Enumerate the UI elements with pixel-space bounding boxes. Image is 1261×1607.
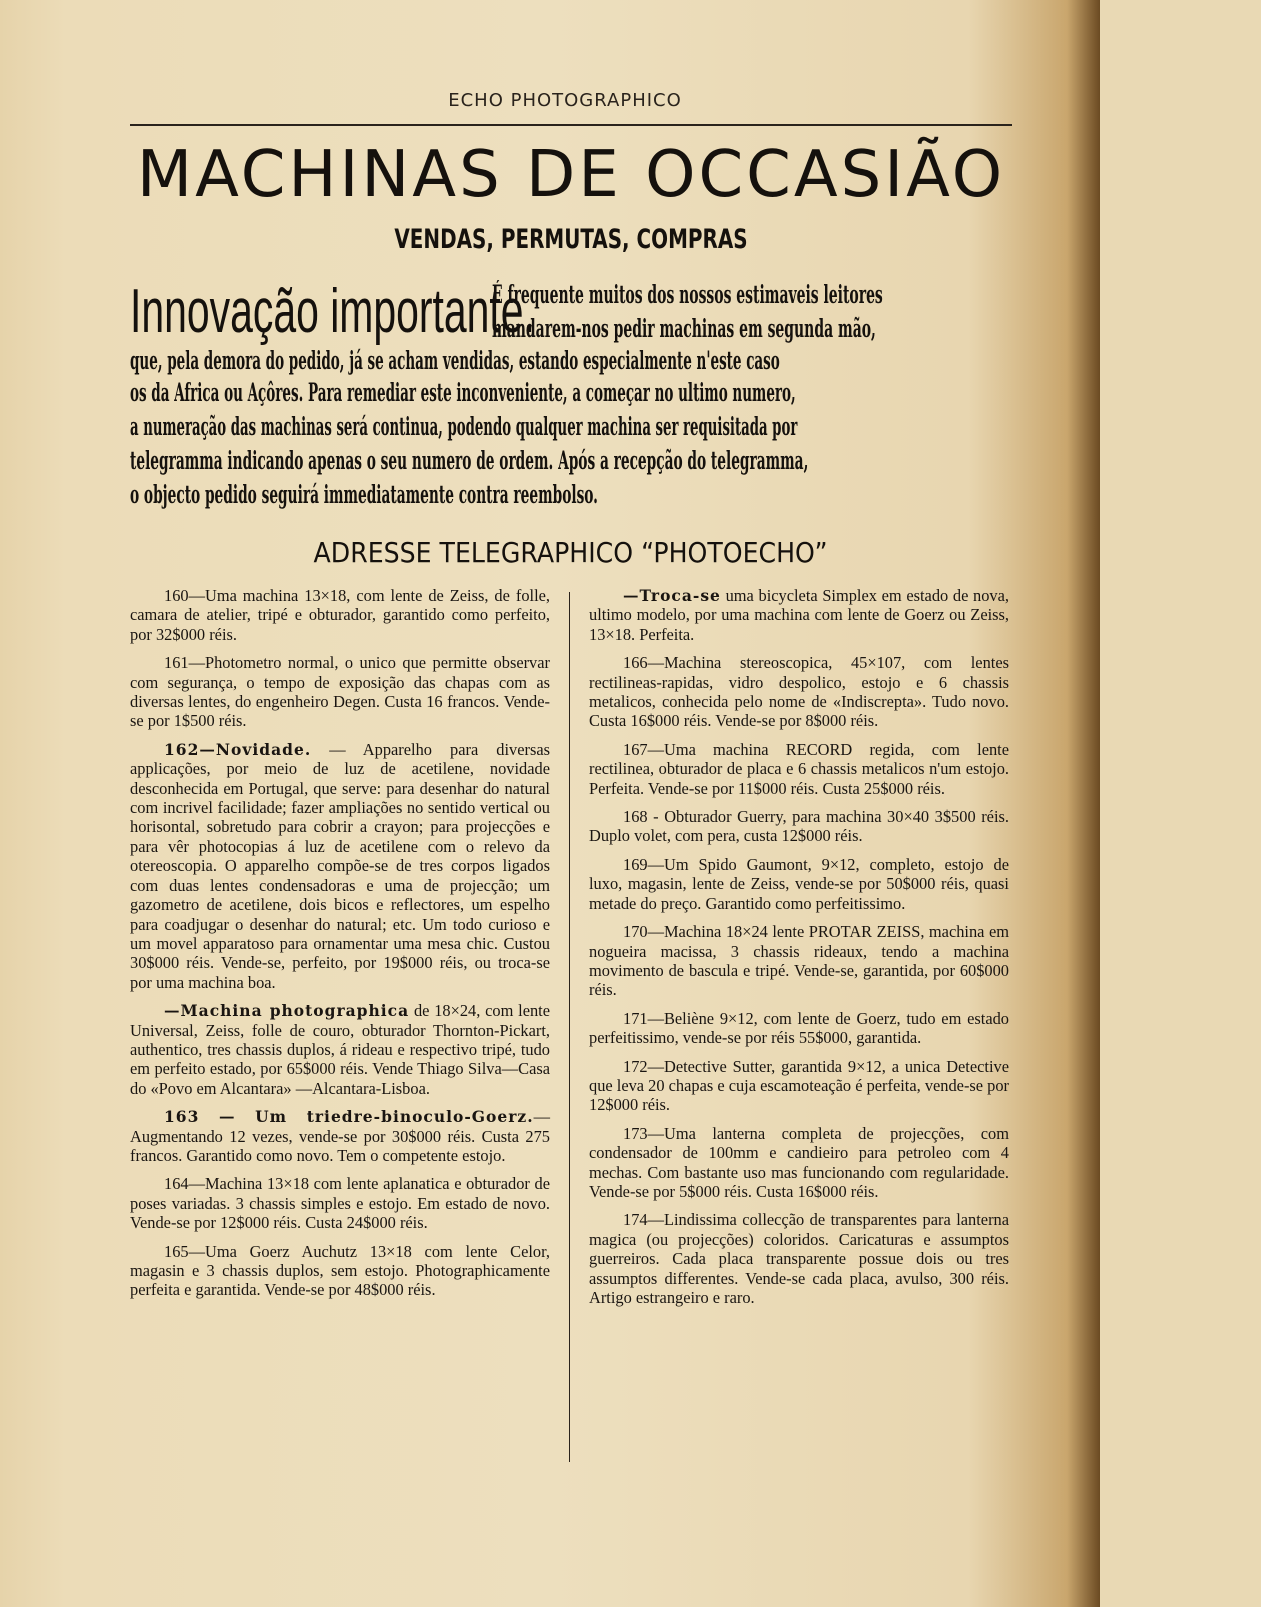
listing-item: 174—Lindissima collecção de transparentes para lanterna magica (ou projecções) coloridos. Caricaturas e assumptos guerreiros. Cada placa transparente possue dois ou tres assumptos differentes. Vende-se cada placa, avulso, 300 réis. Artigo estrangeiro e raro.	[589, 1210, 1009, 1307]
listing-item: 166—Machina stereoscopica, 45×107, com lentes rectilineas-rapidas, vidro despolico, estojo e 6 chassis metalicos, conhecida pelo nome de «Indiscrepta». Tudo novo. Custa 16$000 réis. Vende-se por 8$000 réis.	[589, 653, 1009, 731]
listing-item: 169—Um Spido Gaumont, 9×12, completo, estojo de luxo, magasin, lente de Zeiss, vende-se por 50$000 réis, quasi metade do preço. Garantido como perfeitissimo.	[589, 854, 1009, 913]
intro-line: mandarem-nos pedir machinas em segunda mão,	[492, 314, 876, 343]
listing-item: —Machina photographica de 18×24, com lente Universal, Zeiss, folle de couro, obturador Thornton-Pickart, authentico, tres chassis duplos, á rideau e respectivo tripé, tudo em perfeito estado, por 65$000 réis. Vende Thiago Silva—Casa do «Povo em Alcantara» —Alcantara-Lisboa.	[130, 1001, 550, 1098]
listing-item: 171—Beliène 9×12, com lente de Goerz, tudo em estado perfeitissimo, vende-se por réis 55$000, garantida.	[589, 1008, 1009, 1048]
listing-lead: 163 — Um triedre-binoculo-Goerz.	[164, 1107, 534, 1127]
listing-lead: —Machina photographica	[164, 1001, 410, 1021]
listing-item: 173—Uma lanterna completa de projecções, com condensador de 100mm e candieiro para petroleo com 4 mechas. Com bastante uso mas funcionando com regularidade. Vende-se por 5$000 réis. Custa 16$000 réis.	[589, 1123, 1009, 1201]
listing-item: —Troca-se uma bicycleta Simplex em estado de nova, ultimo modelo, por uma machina com lente de Goerz ou Zeiss, 13×18. Perfeita.	[589, 586, 1009, 644]
right-column	[589, 586, 1009, 1316]
intro-line: os da Africa ou Açôres. Para remediar este inconveniente, a começar no ultimo numero,	[130, 378, 796, 407]
listing-item: 172—Detective Sutter, garantida 9×12, a unica Detective que leva 20 chapas e cuja escamoteação é perfeita, vende-se por 12$000 réis.	[589, 1056, 1010, 1115]
intro-line: que, pela demora do pedido, já se acham vendidas, estando especialmente n'este caso	[130, 346, 780, 375]
left-column	[130, 586, 550, 1309]
header-rule	[130, 124, 1012, 126]
listing-item: 168 - Obturador Guerry, para machina 30×40 3$500 réis. Duplo volet, com pera, custa 12$000 réis.	[589, 807, 1009, 846]
listing-item: 165—Uma Goerz Auchutz 13×18 com lente Celor, magasin e 3 chassis duplos, sem estojo. Photographicamente perfeita e garantida. Vende-se por 48$000 réis.	[130, 1241, 550, 1300]
running-header: ECHO PHOTOGRAPHICO	[448, 90, 682, 111]
listing-item: 170—Machina 18×24 lente PROTAR ZEISS, machina em nogueira macissa, 3 chassis rideaux, tendo a machina movimento de bascula e tripé. Vende-se, garantida, por 60$000 réis.	[589, 922, 1009, 1000]
intro-notice	[130, 276, 1012, 536]
page-subtitle: VENDAS, PERMUTAS, COMPRAS	[394, 224, 748, 255]
listing-lead: —Troca-se	[623, 586, 721, 605]
listing-item: 164—Machina 13×18 com lente aplanatica e obturador de poses variadas. 3 chassis simples e estojo. Em estado de novo. Vende-se por 12$000 réis. Custa 24$000 réis.	[130, 1174, 550, 1233]
intro-line: o objecto pedido seguirá immediatamente contra reembolso.	[130, 480, 598, 509]
intro-line: telegramma indicando apenas o seu numero de ordem. Após a recepção do telegramma,	[130, 446, 809, 475]
listing-item: 162—Novidade. — Apparelho para diversas applicações, por meio de luz de acetilene, novidade desconhecida em Portugal, que serve: para desenhar do natural com incrivel facilidade; fazer ampliações no sentido vertical ou horisontal, sobretudo para cobrir a crayon; para projecções e para vêr photocopias á luz de acetilene com o relevo da otereoscopia. O apparelho compõe-se de tres corpos ligados com duas lentes condensadoras e uma de projecção; um gazometro de acetilene, dois bicos e reflectores, um espelho para coadjugar o desenhar do natural; etc. Um todo curioso e um movel apparatoso para ornamentar uma mesa chic. Custou 30$000 réis. Vende-se, perfeito, por 19$000 réis, ou troca-se por uma machina boa.	[130, 739, 550, 992]
column-divider	[569, 592, 570, 1462]
listing-item: 161—Photometro normal, o unico que permitte observar com segurança, o tempo de exposição das chapas com as diversas lentes, do engenheiro Degen. Custa 16 francos. Vende-se por 1$500 réis.	[130, 653, 550, 731]
listing-item: 160—Uma machina 13×18, com lente de Zeiss, de folle, camara de atelier, tripé e obturador, garantido como perfeito, por 32$000 réis.	[130, 586, 550, 644]
telegraphic-address: ADRESSE TELEGRAPHICO “PHOTOECHO”	[314, 536, 828, 569]
intro-line: a numeração das machinas será continua, podendo qualquer machina ser requisitada por	[130, 412, 798, 441]
intro-line: É frequente muitos dos nossos estimaveis leitores	[492, 280, 883, 309]
listing-item: 163 — Um triedre-binoculo-Goerz.—Augmentando 12 vezes, vende-se por 30$000 réis. Custa 275 francos. Garantido como novo. Tem o competente estojo.	[130, 1107, 550, 1165]
intro-heading: Innovação importante.	[130, 277, 535, 346]
listing-item: 167—Uma machina RECORD regida, com lente rectilinea, obturador de placa e 6 chassis metalicos n'um estojo. Perfeita. Vende-se por 11$000 réis. Custa 25$000 réis.	[589, 739, 1009, 798]
listing-lead: 162—Novidade.	[164, 739, 312, 759]
page-title: MACHINAS DE OCCASIÃO	[136, 138, 1006, 212]
